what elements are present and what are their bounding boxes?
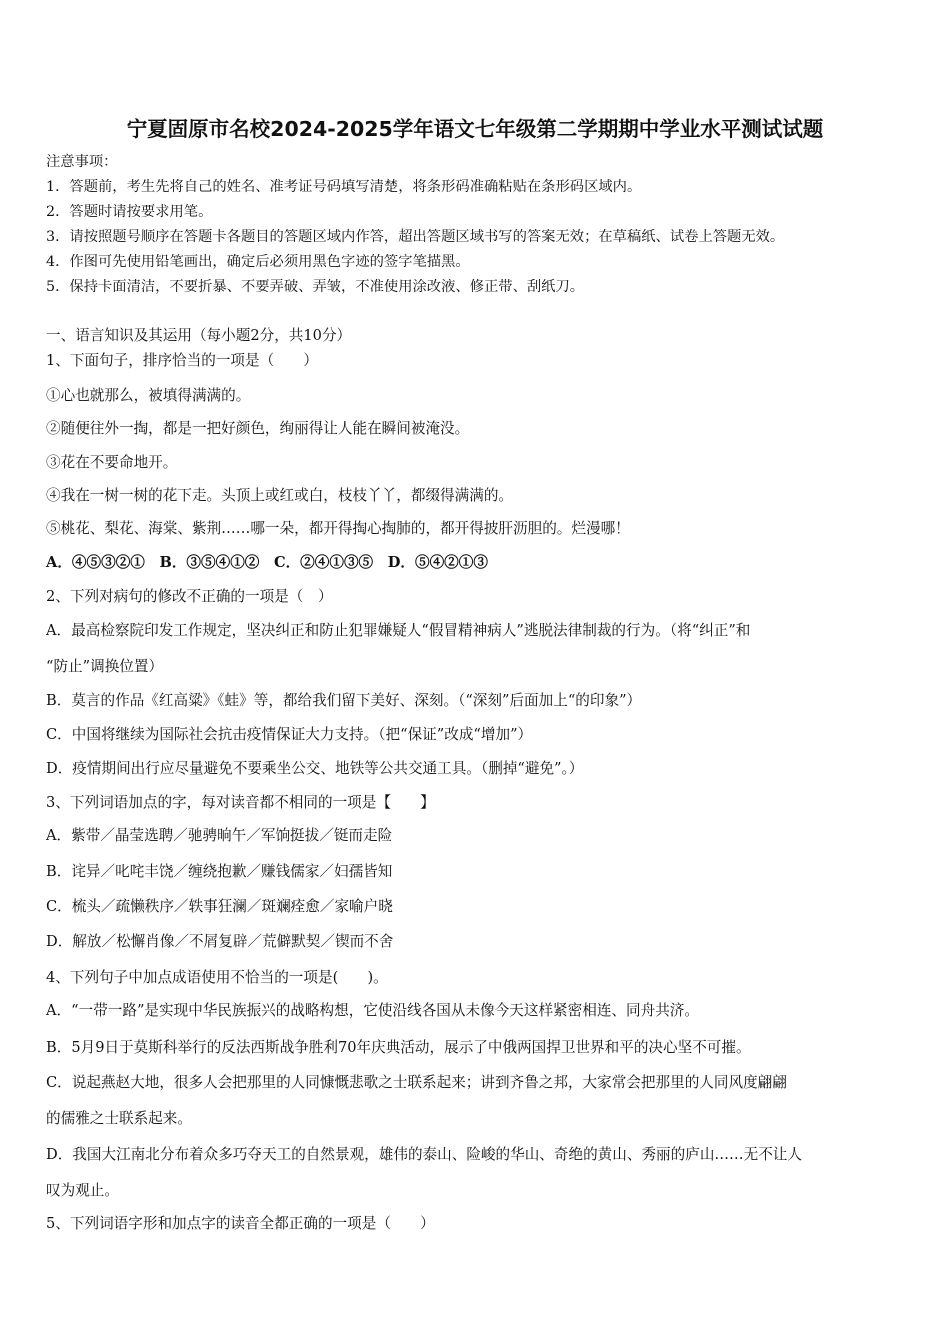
notice-item: 2．答题时请按要求用笔。: [46, 204, 213, 220]
notice-item: 1．答题前，考生先将自己的姓名、准考证号码填写清楚，将条形码准确粘贴在条形码区域内。: [46, 179, 642, 195]
q2-option-continued: “防止”调换位置）: [46, 658, 164, 675]
notice-heading: 注意事项：: [46, 154, 118, 170]
q3-option: C．梳头／疏懒秩序／轶事狂澜／斑斓痊愈／家喻户晓: [46, 898, 393, 915]
question-2-stem: 2、下列对病句的修改不正确的一项是（ ）: [46, 588, 333, 605]
q4-option: C．说起燕赵大地，很多人会把那里的人同慷慨悲歌之士联系起来；讲到齐鲁之邦，大家常会把那里的人同风度翩翩: [46, 1074, 787, 1091]
question-3-stem: 3、下列词语加点的字，每对读音都不相同的一项是【 】: [46, 794, 435, 811]
question-1-stem: 1、下面句子，排序恰当的一项是（ ）: [46, 352, 318, 369]
q4-option: B．5月9日于莫斯科举行的反法西斯战争胜利70年庆典活动，展示了中俄两国捍卫世界和平的决心坚不可摧。: [46, 1039, 751, 1056]
q4-option-continued: 叹为观止。: [46, 1182, 119, 1199]
q1-options: A．④⑤③②① B．③⑤④①② C．②④①③⑤ D．⑤④②①③: [46, 554, 488, 571]
q1-sentence: ②随便往外一掏，都是一把好颜色，绚丽得让人能在瞬间被淹没。: [46, 420, 470, 437]
notice-item: 3．请按照题号顺序在答题卡各题目的答题区域内作答，超出答题区域书写的答案无效；在草稿纸、试卷上答题无效。: [46, 229, 785, 245]
q2-option: B．莫言的作品《红高粱》《蛙》等，都给我们留下美好、深刻。（“深刻”后面加上“的印象”）: [46, 692, 642, 709]
q1-sentence: ③花在不要命地开。: [46, 454, 178, 471]
q2-option: D．疫情期间出行应尽量避免不要乘坐公交、地铁等公共交通工具。（删掉“避免”。）: [46, 760, 584, 777]
notice-item: 4．作图可先使用铅笔画出，确定后必须用黑色字迹的签字笔描黑。: [46, 254, 470, 270]
section-heading: 一、语言知识及其运用（每小题2分，共10分）: [46, 327, 352, 344]
q4-option-continued: 的儒雅之士联系起来。: [46, 1110, 192, 1127]
q4-option: A．“一带一路”是实现中华民族振兴的战略构想，它使沿线各国从未像今天这样紧密相连、同舟共济。: [46, 1002, 699, 1019]
question-4-stem: 4、下列句子中加点成语使用不恰当的一项是( )。: [46, 969, 388, 986]
question-5-stem: 5、下列词语字形和加点字的读音全都正确的一项是（ ）: [46, 1215, 435, 1232]
q3-option: A．紫带／晶莹选聘／驰骋晌午／军饷挺拔／铤而走险: [46, 827, 393, 844]
notice-item: 5．保持卡面清洁，不要折暴、不要弄破、弄皱，不准使用涂改液、修正带、刮纸刀。: [46, 279, 585, 295]
q1-sentence: ①心也就那么，被填得满满的。: [46, 387, 251, 404]
q3-option: B．诧异／叱咤丰饶／缠绕抱歉／赚钱儒家／妇孺皆知: [46, 863, 393, 880]
q4-option: D．我国大江南北分布着众多巧夺天工的自然景观，雄伟的泰山、险峻的华山、奇绝的黄山、秀丽的庐山……无不让人: [46, 1146, 802, 1163]
q1-sentence: ④我在一树一树的花下走。头顶上或红或白，枝枝丫丫，都缀得满满的。: [46, 487, 514, 504]
q1-sentence: ⑤桃花、梨花、海棠、紫荆……哪一朵，都开得掏心掏肺的，都开得披肝沥胆的。烂漫哪！: [46, 520, 630, 537]
q2-option: C．中国将继续为国际社会抗击疫情保证大力支持。（把“保证”改成“增加”）: [46, 726, 533, 743]
page-title: 宁夏固原市名校2024-2025学年语文七年级第二学期期中学业水平测试试题: [126, 117, 824, 141]
q2-option: A．最高检察院印发工作规定，坚决纠正和防止犯罪嫌疑人“假冒精神病人”逃脱法律制裁的行为。（将“纠正”和: [46, 622, 751, 639]
q3-option: D．解放／松懈肖像／不屑复辟／荒僻默契／锲而不舍: [46, 933, 394, 950]
